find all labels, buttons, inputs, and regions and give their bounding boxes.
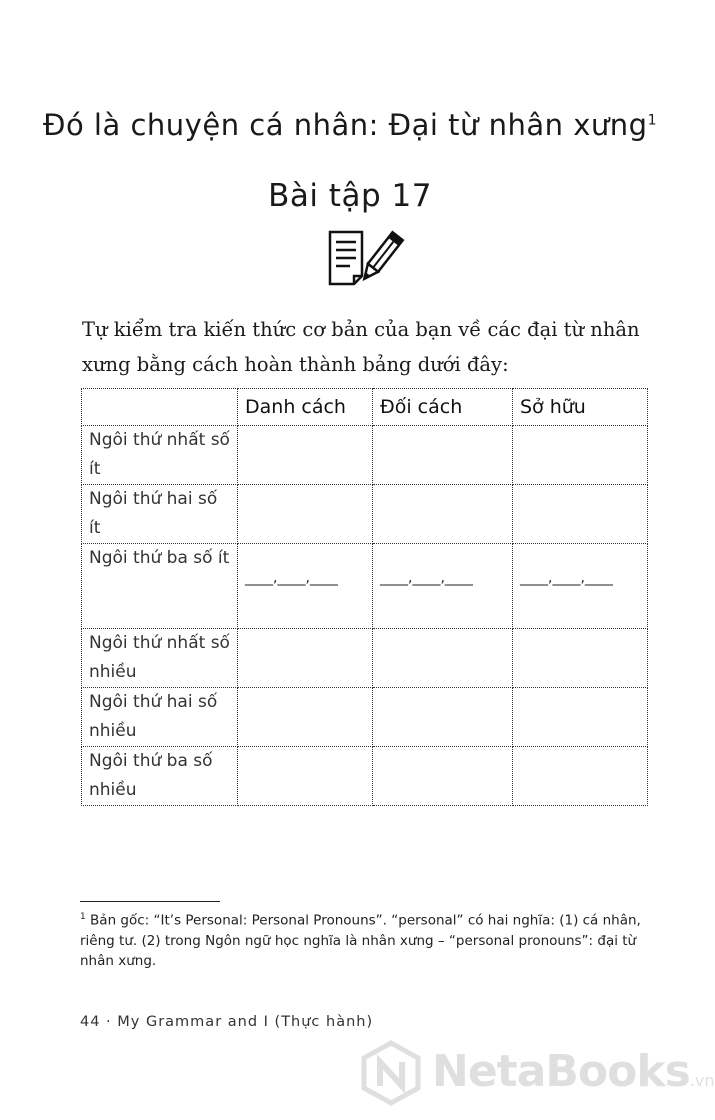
watermark-suffix: .vn — [689, 1071, 715, 1090]
instructions-paragraph: Tự kiểm tra kiến thức cơ bản của bạn về các đại từ nhân xưng bằng cách hoàn thành bảng dưới đây: — [82, 318, 640, 376]
answer-cell[interactable] — [238, 629, 373, 688]
table-row — [82, 544, 648, 629]
header-nominative: Danh cách — [238, 389, 373, 426]
netabooks-logo-icon — [360, 1040, 422, 1106]
page-footer: 44 · My Grammar and I (Thực hành) — [80, 1014, 374, 1030]
answer-cell[interactable] — [238, 688, 373, 747]
answer-cell[interactable] — [513, 747, 648, 806]
watermark — [360, 1040, 715, 1110]
header-accusative: Đối cách — [373, 389, 513, 426]
answer-cell[interactable] — [513, 426, 648, 485]
document-pencil-icon — [322, 228, 402, 288]
answer-cell[interactable] — [373, 426, 513, 485]
answer-cell[interactable] — [373, 485, 513, 544]
answer-cell-blanks[interactable]: ____,____,____ — [238, 544, 373, 629]
title-footnote-marker[interactable]: 1 — [647, 112, 657, 129]
answer-cell[interactable] — [238, 747, 373, 806]
row-label: Ngôi thứ nhất số ít — [82, 426, 238, 485]
row-label: Ngôi thứ ba số ít — [82, 544, 238, 629]
table-row — [82, 426, 648, 485]
header-possessive: Sở hữu — [513, 389, 648, 426]
table-row — [82, 688, 648, 747]
row-label: Ngôi thứ ba số nhiều — [82, 747, 238, 806]
exercise-label: Bài tập 17 — [268, 178, 432, 214]
watermark-brand: NetaBooks — [432, 1046, 690, 1097]
answer-cell-blanks[interactable]: ____,____,____ — [373, 544, 513, 629]
page-title — [0, 108, 700, 142]
footnote — [80, 907, 650, 971]
table-row — [82, 747, 648, 806]
table-header-row — [82, 389, 648, 426]
row-label: Ngôi thứ hai số nhiều — [82, 688, 238, 747]
row-label: Ngôi thứ hai số ít — [82, 485, 238, 544]
answer-cell[interactable] — [373, 747, 513, 806]
answer-cell-blanks[interactable]: ____,____,____ — [513, 544, 648, 629]
answer-cell[interactable] — [513, 629, 648, 688]
footnote-text: Bản gốc: “It’s Personal: Personal Pronouns”. “personal” có hai nghĩa: (1) cá nhân, riêng tư. (2) trong Ngôn ngữ học nghĩa là nhân xưng – “personal pronouns”: đại từ nhân xưng. — [80, 912, 641, 969]
row-label: Ngôi thứ nhất số nhiều — [82, 629, 238, 688]
answer-cell[interactable] — [513, 485, 648, 544]
watermark-text — [432, 1046, 715, 1097]
table-row — [82, 629, 648, 688]
answer-cell[interactable] — [373, 629, 513, 688]
footnote-marker: 1 — [80, 912, 86, 922]
answer-cell[interactable] — [513, 688, 648, 747]
answer-cell[interactable] — [373, 688, 513, 747]
table-row — [82, 485, 648, 544]
footnote-divider — [80, 901, 220, 902]
answer-cell[interactable] — [238, 485, 373, 544]
answer-cell[interactable] — [238, 426, 373, 485]
title-text: Đó là chuyện cá nhân: Đại từ nhân xưng — [43, 108, 648, 142]
header-empty — [82, 389, 238, 426]
pronoun-table — [81, 388, 648, 806]
